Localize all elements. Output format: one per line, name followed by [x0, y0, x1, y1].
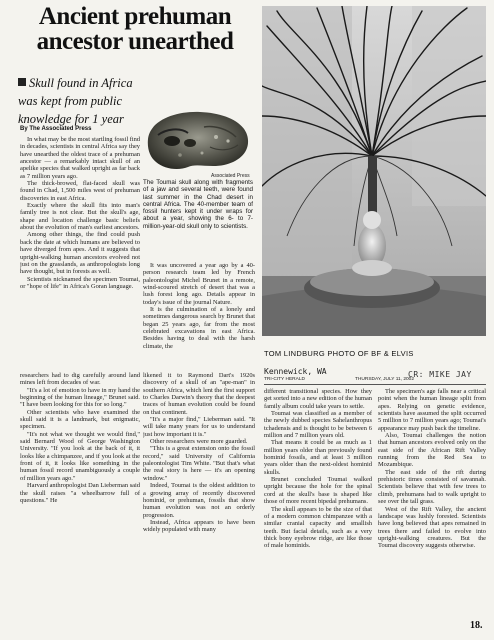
headline	[14, 4, 256, 54]
paragraph: Other researchers were more guarded.	[150, 438, 248, 446]
paragraph: That means it could be as much as 1 million years older than previously found hominid fossils, and at least 3 million years older than the next-oldest hominid skulls.	[264, 439, 372, 476]
paragraph: Exactly where the skull fits into man's family tree is not clear. But the skull's age, shape and location challenge basic beliefs about the evolution of man's earliest ancestors.	[20, 202, 140, 232]
paragraph: It is the culmination of a lonely and sometimes dangerous search by Brunet that began 25 years ago, far from the most celebrated excavations in east Africa. Besides having to deal with the harsh climate, the	[143, 306, 255, 350]
paragraph: "It's not what we thought we would find," said Bernard Wood of George Washington University. "If you look at the back of it, it looks like a chimpanzee, and if you look at the front of it, it looks like something in the human fossil record unambiguously a couple of million years ago."	[20, 430, 140, 482]
skull-caption: The Toumai skull along with fragments of a jaw and several teeth, were found last summer in the Chad desert in central Africa. The 40-member team of fossil hunters kept it under wraps for about a year, showing the 6- to 7-million-year-old skull only to scientists.	[143, 179, 253, 230]
article-column-2-continued	[143, 372, 255, 612]
publication-date: THURSDAY, JULY 11, 2002	[355, 377, 415, 382]
bullet-square-icon	[18, 78, 26, 86]
paragraph: Scientists nicknamed the specimen Toumai, or "hope of life" in Africa's Goran language.	[20, 275, 140, 290]
article-column-2	[143, 262, 255, 366]
paragraph: Toumai was classified as a member of the newly dubbed species Sahelanthropus tchadensis and is thought to be between 6 million and 7 million years old.	[264, 410, 372, 440]
headline-line: ancestor unearthed	[36, 28, 234, 55]
palm-image	[262, 6, 486, 336]
paragraph: Among other things, the find could push back the date at which humans are believed to have diverged from apes. And it suggests that upright-walking human ancestors evolved not just on the grasslands, as anthropologists long have thought, but in forests as well.	[20, 231, 140, 276]
palm-photo	[262, 6, 486, 336]
newspaper-name: TRI-CITY HERALD	[264, 377, 305, 382]
page-number: 18.	[470, 620, 483, 631]
paragraph: It was uncovered a year ago by a 40-person research team led by French paleontologist Michel Brunet in a remote, wind-scoured stretch of desert that was a lush forest long ago. Details appear in today's issue of the journal Nature.	[143, 262, 255, 306]
article-column-3	[264, 388, 372, 614]
paragraph: The specimen's age falls near a critical point when the human lineage split from apes. Relying on genetic evidence, scientists have assumed the split occurred 5 million to 7 million years ago; Toumai's appearance may push back the timeline.	[378, 388, 486, 432]
article-column-1-continued	[20, 372, 140, 612]
headline-line: Ancient prehuman	[38, 3, 232, 30]
paragraph: Indeed, Toumai is the oldest addition to a growing array of recently discovered hominid, or prehuman, fossils that show human evolution was not an orderly progression.	[143, 482, 255, 519]
handwritten-credit: CR: MIKE JAY	[408, 370, 472, 379]
skull-image	[144, 107, 252, 173]
dateline-city-stamp: Kennewick, WA	[264, 367, 327, 376]
article-column-4	[378, 388, 486, 614]
paragraph: "This is a great extension onto the fossil record," said University of California paleontologist Tim White. "But that's what the real story is here — it's an opening window."	[143, 445, 255, 482]
dateline-rule	[264, 384, 486, 385]
paragraph: Harvard anthropologist Dan Lieberman said the skull raises "a wheelbarrow full of questions." He	[20, 482, 140, 504]
photo-caption: TOM LINDBURG PHOTO OF BF & ELVIS	[264, 349, 414, 358]
paragraph: Also, Toumai challenges the notion that human ancestors evolved only on the east side of the African Rift Valley running from the Red Sea to Mozambique.	[378, 432, 486, 469]
paragraph: The thick-browed, flat-faced skull was found in Chad, 1,500 miles west of prehuman discoveries in east Africa.	[20, 180, 140, 202]
paragraph: Brunet concluded Toumai walked upright because the hole for the spinal cord at the skull's base is shaped like those of more recent bipedal prehumans.	[264, 476, 372, 506]
skull-photo	[144, 107, 252, 173]
paragraph: different transitional species. How they get sorted into a new edition of the human family album could take years to settle.	[264, 388, 372, 410]
byline: By The Associated Press	[20, 126, 92, 132]
paragraph: researchers had to dig carefully around land mines left from decades of war.	[20, 372, 140, 387]
paragraph: The skull appears to be the size of that of a modern common chimpanzee with a similar cranial capacity and smallish teeth. But facial details, such as a very thick bony eyebrow ridge, are like those of male hominids.	[264, 505, 372, 550]
paragraph: In what may be the most startling fossil find in decades, scientists in central Africa say they have unearthed the oldest trace of a prehuman ancestor — a remarkably intact skull of an apelike species that walked upright as far back as 7 million years ago.	[20, 136, 140, 180]
paragraph: Other scientists who have examined the skull said it is a landmark, but enigmatic, specimen.	[20, 408, 140, 431]
paragraph: The east side of the rift during prehistoric times consisted of savannah. Scientists believe that with few trees to climb, prehumans had to walk upright to see over the tall grass.	[378, 468, 486, 506]
article-column-1	[20, 136, 140, 366]
subhead-text: Skull found in Africa was kept from public knowledge for 1 year	[18, 76, 133, 126]
paragraph: "It's a major find," Lieberman said. "It will take many years for us to understand just how important it is."	[143, 416, 255, 438]
paragraph: "It's a lot of emotion to have in my hand the beginning of the human lineage," Brunet said. "I have been looking for this for so long."	[20, 386, 140, 409]
subhead	[18, 74, 152, 128]
paragraph: Instead, Africa appears to have been widely populated with many	[143, 518, 255, 534]
skull-photo-credit: Associated Press	[211, 173, 250, 179]
paragraph: likened it to Raymond Dart's 1920s discovery of a skull of an "ape-man" in southern Africa, which lent the first support to Charles Darwin's theory that the deepest traces of human evolution could be found on that continent.	[143, 372, 255, 416]
paragraph: West of the Rift Valley, the ancient landscape was lushly forested. Scientists have long believed that apes remained in trees there and failed to evolve into upright-walking creatures. But the Toumai discovery suggests otherwise.	[378, 505, 486, 550]
